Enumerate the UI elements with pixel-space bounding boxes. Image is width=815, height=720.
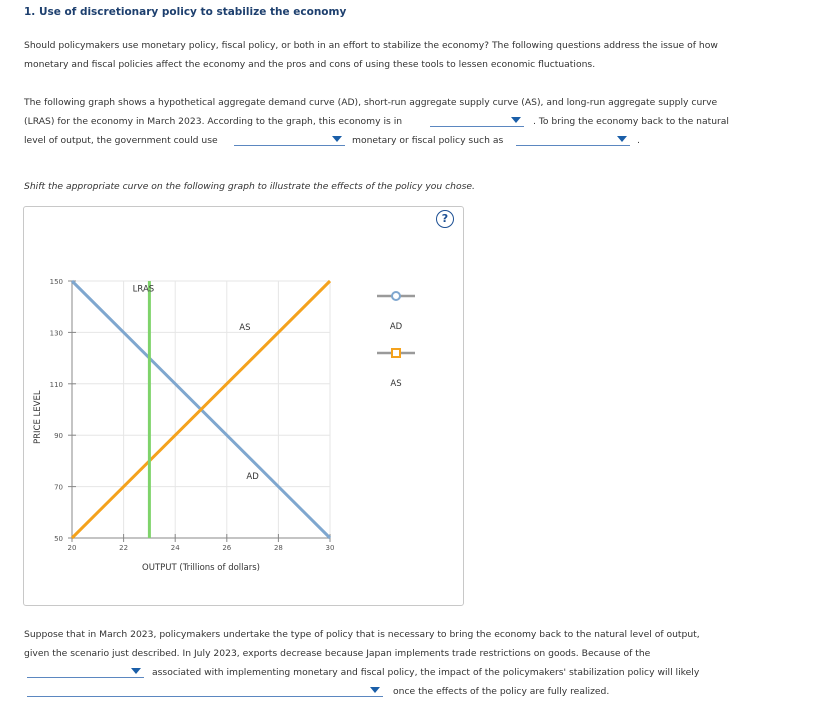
paragraph2-line-3a: level of output, the government could use bbox=[24, 135, 218, 146]
chevron-down-icon bbox=[511, 117, 521, 123]
help-icon[interactable]: ? bbox=[436, 210, 454, 228]
y-tick-label: 70 bbox=[54, 483, 63, 492]
y-tick-label: 150 bbox=[49, 278, 63, 286]
chevron-down-icon bbox=[131, 668, 141, 674]
curve-labels bbox=[133, 284, 260, 482]
paragraph3-line-1: Suppose that in March 2023, policymakers undertake the type of policy that is necessary to bring the economy back to the natural level of output, bbox=[24, 629, 700, 640]
y-tick-label: 90 bbox=[54, 432, 63, 441]
policy-impact-dropdown[interactable] bbox=[27, 684, 383, 697]
policy-example-dropdown[interactable] bbox=[516, 133, 630, 146]
intro-line-2: monetary and fiscal policies affect the economy and the pros and cons of using these tools to lessen economic fluctuations. bbox=[24, 59, 596, 70]
chevron-down-icon bbox=[332, 136, 342, 142]
chevron-down-icon bbox=[617, 136, 627, 142]
square-marker-icon bbox=[392, 349, 400, 357]
x-tick-label: 26 bbox=[222, 544, 232, 552]
paragraph2-line-2b: . To bring the economy back to the natural bbox=[533, 116, 729, 127]
graph-svg[interactable] bbox=[23, 206, 464, 606]
economy-state-dropdown[interactable] bbox=[430, 114, 524, 127]
intro-line-1: Should policymakers use monetary policy, fiscal policy, or both in an effort to stabilize the economy? The following questions address the issue of how bbox=[24, 40, 718, 51]
legend-as-label: AS bbox=[390, 379, 402, 389]
paragraph3-line-4: once the effects of the policy are fully realized. bbox=[393, 686, 610, 697]
curves[interactable] bbox=[72, 281, 330, 538]
y-axis-title: PRICE LEVEL bbox=[33, 390, 43, 444]
question-title: 1. Use of discretionary policy to stabilize the economy bbox=[24, 6, 347, 18]
circle-marker-icon bbox=[392, 292, 400, 300]
x-tick-label: 24 bbox=[170, 544, 180, 552]
ad-label: AD bbox=[246, 471, 259, 482]
legend-as[interactable] bbox=[377, 349, 415, 389]
x-tick-label: 28 bbox=[273, 544, 283, 552]
paragraph2-line-1: The following graph shows a hypothetical aggregate demand curve (AD), short-run aggregate supply curve (AS), and long-run aggregate supply curve bbox=[24, 97, 718, 108]
y-tick-label: 130 bbox=[49, 329, 63, 338]
y-tick-label: 50 bbox=[54, 535, 63, 543]
paragraph3-line-2: given the scenario just described. In July 2023, exports decrease because Japan implements trade restrictions on goods. Because of the bbox=[24, 648, 651, 659]
lras-label: LRAS bbox=[132, 284, 155, 295]
as-label: AS bbox=[239, 322, 251, 333]
x-tick-label: 22 bbox=[119, 544, 129, 552]
chevron-down-icon bbox=[370, 687, 380, 693]
y-tick-label: 110 bbox=[49, 380, 63, 389]
policy-lag-dropdown[interactable] bbox=[27, 665, 144, 678]
paragraph2-period: . bbox=[637, 135, 640, 146]
x-axis-title: OUTPUT (Trillions of dollars) bbox=[142, 563, 260, 573]
x-tick-label: 20 bbox=[67, 544, 77, 552]
paragraph3-line-3: associated with implementing monetary and fiscal policy, the impact of the policymakers' stabilization policy will likely bbox=[152, 667, 700, 678]
legend-ad-label: AD bbox=[389, 322, 403, 332]
paragraph2-line-2a: (LRAS) for the economy in March 2023. According to the graph, this economy is in bbox=[24, 116, 403, 127]
paragraph2-line-3b: monetary or fiscal policy such as bbox=[352, 135, 504, 146]
legend-ad[interactable] bbox=[377, 292, 415, 332]
x-tick-label: 30 bbox=[325, 544, 335, 552]
graph-instruction: Shift the appropriate curve on the following graph to illustrate the effects of the policy you chose. bbox=[24, 181, 475, 192]
policy-type-dropdown[interactable] bbox=[234, 133, 345, 146]
